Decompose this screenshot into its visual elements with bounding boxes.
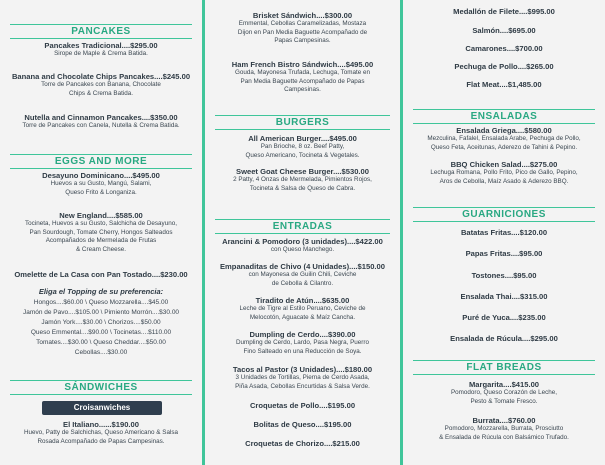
item-name: Omelette de La Casa con Pan Tostado....$230.00 — [14, 270, 188, 279]
topping-line: Tomates....$30.00 \ Queso Cheddar....$50.00 — [36, 339, 166, 346]
item-name: Burrata....$760.00 — [472, 416, 536, 425]
item-name: Croquetas de Pollo....$195.00 — [249, 401, 356, 410]
section-header-ensaladas: ENSALADAS — [413, 109, 595, 124]
item-name: Bolitas de Queso....$195.00 — [253, 420, 352, 429]
menu-item — [403, 27, 605, 35]
menu-item — [0, 42, 202, 59]
menu-item — [0, 212, 202, 254]
item-desc: Fino Salteado en una Reducción de Soya. — [243, 347, 362, 355]
item-desc: Pomodoro, Queso Corazón de Leche, — [450, 389, 558, 397]
item-desc: Pan Media Baguette Acompañado de Papas — [240, 77, 365, 85]
section-header-sandwiches: SÁNDWICHES — [10, 380, 192, 395]
menu-item — [403, 381, 605, 406]
item-desc: Emmental, Cebollas Caramelizadas, Mostaza — [238, 20, 367, 28]
topping-line: Cebollas....$30.00 — [74, 349, 128, 356]
menu-item — [205, 421, 400, 429]
item-desc: Campesinas. — [284, 86, 321, 94]
item-desc: & Ensalada de Rúcula con Balsámico Trufado. — [439, 433, 569, 441]
item-desc: Chips & Crema Batida. — [68, 89, 134, 97]
item-desc: Torre de Pancakes con Banana, Chocolate — [41, 81, 161, 89]
menu-item — [403, 229, 605, 237]
item-name: Flat Meat....$1,485.00 — [466, 80, 542, 89]
menu-item — [205, 331, 400, 356]
menu-item — [403, 335, 605, 343]
item-desc: Queso Americano, Tocineta & Vegetales. — [245, 151, 360, 159]
menu-item — [205, 297, 400, 322]
item-name: Papas Fritas....$95.00 — [465, 249, 543, 258]
item-desc: Tocineta & Salsa de Queso de Cabra. — [249, 184, 356, 192]
menu-item — [205, 440, 400, 448]
menu-item — [0, 271, 202, 279]
menu-item — [403, 63, 605, 71]
item-desc: Tocineta, Huevos a su Gusto, Salchicha de Desayuno, — [25, 220, 177, 228]
item-desc: Pan Sourdough, Tomate Cherry, Hongos Salteados — [29, 228, 173, 236]
item-name: Sweet Goat Cheese Burger....$530.00 — [236, 167, 369, 176]
item-name: Ensalada de Rúcula....$295.00 — [450, 334, 558, 343]
item-name: BBQ Chicken Salad....$275.00 — [450, 160, 558, 169]
item-desc: de Cebolla & Cilantro. — [271, 279, 334, 287]
menu-item — [205, 366, 400, 391]
menu-item — [205, 168, 400, 193]
menu-column-2 — [205, 0, 400, 465]
menu-item — [0, 421, 202, 446]
item-desc: Gouda, Mayonesa Trufada, Lechuga, Tomate en — [234, 69, 370, 77]
item-name: Camarones....$700.00 — [465, 44, 543, 53]
menu-item — [0, 172, 202, 197]
menu-item — [205, 263, 400, 288]
item-name: Salmón....$695.00 — [472, 26, 536, 35]
menu-item — [403, 293, 605, 301]
item-desc: Rosada Acompañado de Papas Campesinas. — [37, 437, 165, 445]
menu-item — [205, 61, 400, 95]
item-desc: & Cream Cheese. — [75, 245, 127, 253]
menu-item — [403, 127, 605, 152]
item-name: Pechuga de Pollo....$265.00 — [454, 62, 554, 71]
item-name: Batatas Fritas....$120.00 — [460, 228, 548, 237]
item-name: Arancini & Pomodoro (3 unidades)....$422.00 — [222, 237, 383, 246]
item-desc: Sirope de Maple & Crema Batida. — [54, 50, 148, 58]
item-desc: Mezculina, Fafalel, Ensalada Arabe, Pechuga de Pollo, — [427, 135, 581, 143]
item-desc: Pomodoro, Mozzarella, Burrata, Prosciutto — [444, 425, 564, 433]
section-header-entradas: ENTRADAS — [215, 219, 390, 234]
item-desc: Queso Feta, Aceitunas, Aderezo de Tahini & Pepino. — [430, 143, 578, 151]
topping-line: Jamón de Pavo....$105.00 \ Pimiento Morrón....$30.00 — [22, 309, 180, 316]
menu-column-3 — [403, 0, 605, 465]
section-header-pancakes: PANCAKES — [10, 24, 192, 39]
item-name: Medallón de Filete....$995.00 — [453, 7, 555, 16]
menu-item — [403, 314, 605, 322]
item-name: All American Burger....$495.00 — [248, 134, 357, 143]
section-header-eggs: EGGS AND MORE — [10, 154, 192, 169]
item-desc: Torre de Pancakes con Canela, Nutella & Crema Batida. — [22, 122, 180, 130]
item-name: New England....$585.00 — [59, 211, 143, 220]
topping-line: Jamón York....$30.00 \ Chorizos....$50.00 — [41, 319, 161, 326]
menu-item — [403, 250, 605, 258]
item-name: Desayuno Dominicano....$495.00 — [42, 171, 160, 180]
item-name: El Italiano......$190.00 — [63, 420, 139, 429]
item-name: Banana and Chocolate Chips Pancakes....$245.00 — [11, 72, 191, 81]
item-name: Dumpling de Cerdo....$390.00 — [249, 330, 356, 339]
item-name: Puré de Yuca....$235.00 — [462, 313, 546, 322]
menu-item — [0, 73, 202, 98]
item-name: Tiradito de Atún....$635.00 — [255, 296, 350, 305]
menu-item — [403, 8, 605, 16]
item-name: Tostones....$95.00 — [471, 271, 537, 280]
item-name: Croquetas de Chorizo....$215.00 — [245, 439, 360, 448]
section-header-burgers: BURGERS — [215, 115, 390, 130]
menu-item — [205, 402, 400, 410]
menu-item — [205, 135, 400, 160]
section-header-guarniciones: GUARNICIONES — [413, 207, 595, 222]
menu-item — [0, 114, 202, 131]
menu-item — [205, 238, 400, 255]
item-desc: Acompañados de Mermelada de Frutas — [45, 237, 157, 245]
item-desc: Lechuga Romana, Pollo Frito, Pico de Gallo, Pepino, — [430, 169, 578, 177]
menu-item — [403, 161, 605, 186]
item-name: Brisket Sándwich....$300.00 — [252, 11, 353, 20]
item-name: Margarita....$415.00 — [468, 380, 540, 389]
item-desc: Piña Asada, Cebollas Encurtidas & Salsa Verde. — [235, 382, 370, 390]
item-desc: Leche de Tigre al Estilo Peruano, Ceviche de — [239, 305, 366, 313]
item-name: Ensalada Griega....$580.00 — [456, 126, 552, 135]
item-desc: con Mayonesa de Guilin Chili, Ceviche — [248, 271, 357, 279]
item-desc: con Queso Manchego. — [270, 246, 335, 254]
item-desc: Huevo, Patty de Salchichas, Queso Americano & Salsa — [23, 429, 178, 437]
menu-item — [403, 272, 605, 280]
item-name: Nutella and Cinnamon Pancakes....$350.00 — [24, 113, 178, 122]
item-desc: Queso Frito & Longaniza. — [65, 188, 137, 196]
item-desc: Pan Brioche, 8 oz. Beef Patty, — [260, 143, 345, 151]
item-desc: Pesto & Tomate Fresco. — [470, 397, 538, 405]
item-desc: 3 Unidades de Tortillas, Pierna de Cerdo Asada, — [235, 374, 370, 382]
topping-line: Hongos....$60.00 \ Queso Mozzarella....$45.00 — [33, 299, 169, 306]
item-name: Tacos al Pastor (3 Unidades)....$180.00 — [232, 365, 373, 374]
item-desc: Dijon en Pan Media Baguette Acompañado de — [237, 28, 368, 36]
menu-column-1 — [0, 0, 202, 465]
item-name: Ensalada Thai....$315.00 — [460, 292, 548, 301]
item-name: Empanaditas de Chivo (4 Unidades)....$150.00 — [219, 262, 385, 271]
toppings-label: Eliga el Topping de su preferencia: — [38, 287, 164, 296]
item-name: Pancakes Tradicional....$295.00 — [44, 41, 158, 50]
topping-line: Queso Emmental....$90.00 \ Tocinetas....$110.00 — [30, 329, 172, 336]
croisanwiches-badge: Croisanwiches — [42, 401, 162, 415]
item-desc: Huevos a su Gusto, Mangú, Salami, — [50, 180, 152, 188]
item-name: Ham French Bistro Sándwich....$495.00 — [231, 60, 374, 69]
item-desc: 2 Patty, 4 Onzas de Mermelada, Pimientos Rojos, — [233, 176, 372, 184]
item-desc: Melocotón, Aguacate & Maíz Cancha. — [249, 313, 356, 321]
menu-item — [205, 12, 400, 46]
menu-item — [403, 417, 605, 442]
menu-item — [403, 45, 605, 53]
item-desc: Aros de Cebolla, Maíz Asado & Aderezo BBQ. — [439, 177, 569, 185]
menu-item — [403, 81, 605, 89]
item-desc: Papas Campesinas. — [274, 37, 331, 45]
item-desc: Dumpling de Cerdo, Lardo, Pasa Negra, Puerro — [235, 339, 369, 347]
section-header-flatbreads: FLAT BREADS — [413, 360, 595, 375]
